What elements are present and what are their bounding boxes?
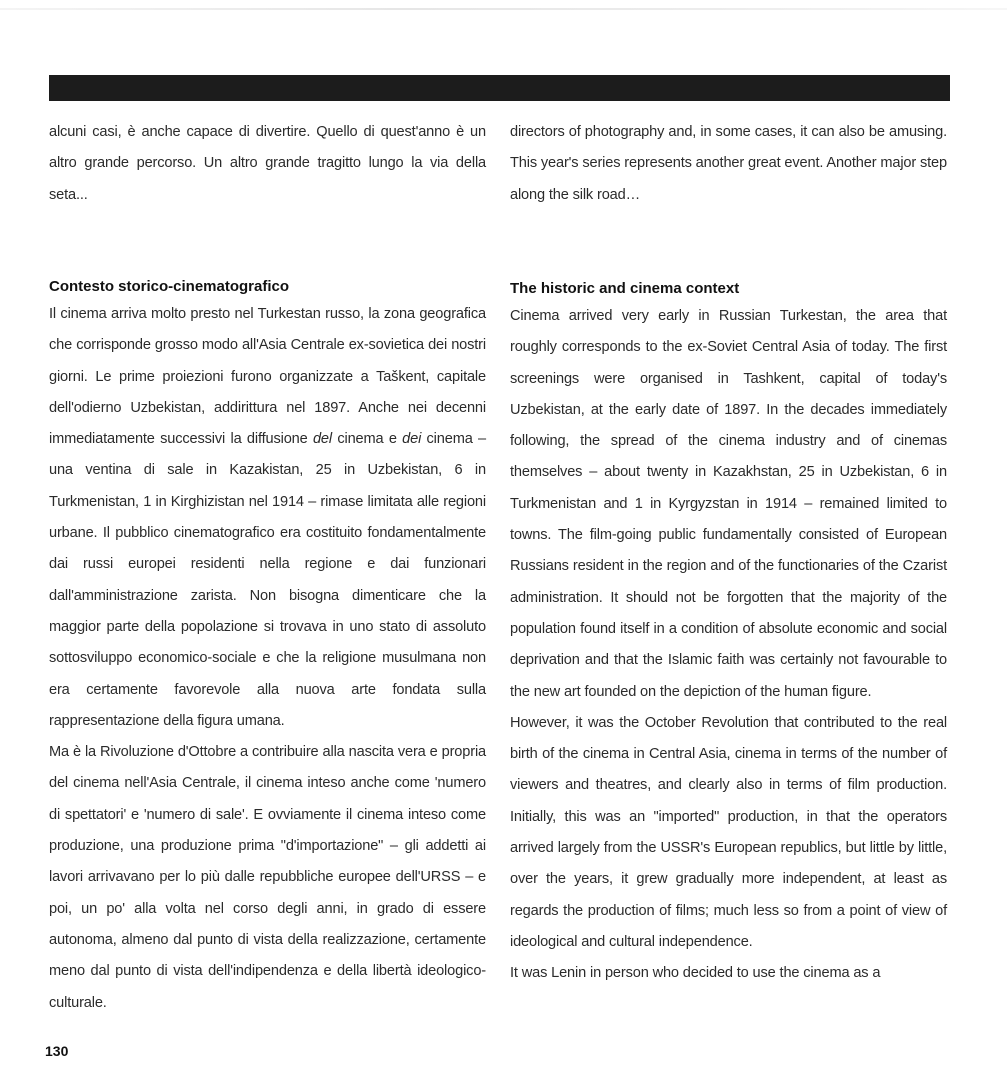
header-band (49, 75, 950, 101)
top-rule (0, 8, 1007, 10)
italian-heading: Contesto storico-cinematografico (49, 278, 290, 295)
english-paragraph-3: It was Lenin in person who decided to use the cinema as a (510, 965, 881, 982)
italian-p1-text-a: Il cinema arriva molto presto nel Turkestan russo, la zona geografica che corrisponde grosso modo all'Asia Centrale ex-sovietica dei nostri giorni. Le prime proiezioni furono organizzate a Taškent, capitale dell'odierno Uzbekistan, addirittura nel 1897. Anche nei decenni immediatamente successivi la diffusione (49, 306, 486, 448)
italian-paragraph-1 (49, 299, 486, 737)
italian-section (49, 277, 486, 1019)
english-heading: The historic and cinema context (510, 280, 740, 297)
italian-column (49, 117, 486, 211)
english-intro: directors of photography and, in some cases, it can also be amusing. This year's series represents another great event. Another major step along the silk road… (510, 124, 947, 203)
italian-p1-em-dei: dei (402, 431, 422, 448)
page-number: 130 (45, 1043, 69, 1059)
italian-p1-text-c: cinema – una ventina di sale in Kazakistan, 25 in Uzbekistan, 6 in Turkmenistan, 1 in Kirghizistan nel 1914 – rimase limitata alle regioni urbane. Il pubblico cinematografico era costituito fondamentalmente dai russi europei residenti nella regione e dai funzionari dall'amministrazione zarista. Non bisogna dimenticare che la maggior parte della popolazione si trovava in uno stato di assoluto sottosviluppo economico-sociale e che la religione musulmana non era certamente favorevole alla nuova arte fondata sulla rappresentazione della figura umana. (49, 431, 487, 729)
italian-paragraph-2: Ma è la Rivoluzione d'Ottobre a contribuire alla nascita vera e propria del cinema nell'Asia Centrale, il cinema inteso anche come 'numero di spettatori' e 'numero di sale'. E ovviamente il cinema inteso come produzione, una produzione prima "d'importazione" – gli addetti ai lavori arrivavano per lo più dalle repubbliche europee dell'URSS – e poi, un po' alla volta nel corso degli anni, in grado di essere autonoma, almeno dal punto di vista della realizzazione, certamente meno dal punto di vista dell'indipendenza e della libertà ideologico-culturale. (49, 744, 486, 1011)
italian-p1-em-del: del (312, 431, 332, 448)
english-column (510, 117, 947, 211)
english-section (510, 279, 947, 990)
italian-p1-text-b: cinema e (331, 431, 403, 448)
italian-intro: alcuni casi, è anche capace di divertire. Quello di quest'anno è un altro grande percorso. Un altro grande tragitto lungo la via della seta... (49, 124, 486, 203)
english-paragraph-2: However, it was the October Revolution that contributed to the real birth of the cinema in Central Asia, cinema in terms of the number of viewers and theatres, and clearly also in terms of film production. Initially, this was an "imported" production, in that the operators arrived largely from the USSR's European republics, but little by little, over the years, it grew gradually more independent, at least as regards the production of films; much less so from a point of view of ideological and cultural independence. (510, 714, 947, 950)
english-paragraph-1: Cinema arrived very early in Russian Turkestan, the area that roughly corresponds to the ex-Soviet Central Asia of today. The first screenings were organised in Tashkent, capital of today's Uzbekistan, at the early date of 1897. In the decades immediately following, the spread of the cinema industry and of cinemas themselves – about twenty in Kazakhstan, 25 in Uzbekistan, 6 in Turkmenistan and 1 in Kyrgyzstan in 1914 – remained limited to towns. The film-going public fundamentally consisted of European Russians resident in the region and of the functionaries of the Czarist administration. It should not be forgotten that the majority of the population found itself in a condition of absolute economic and social deprivation and that the Islamic faith was certainly not favourable to the new art founded on the depiction of the human figure. (510, 308, 947, 700)
